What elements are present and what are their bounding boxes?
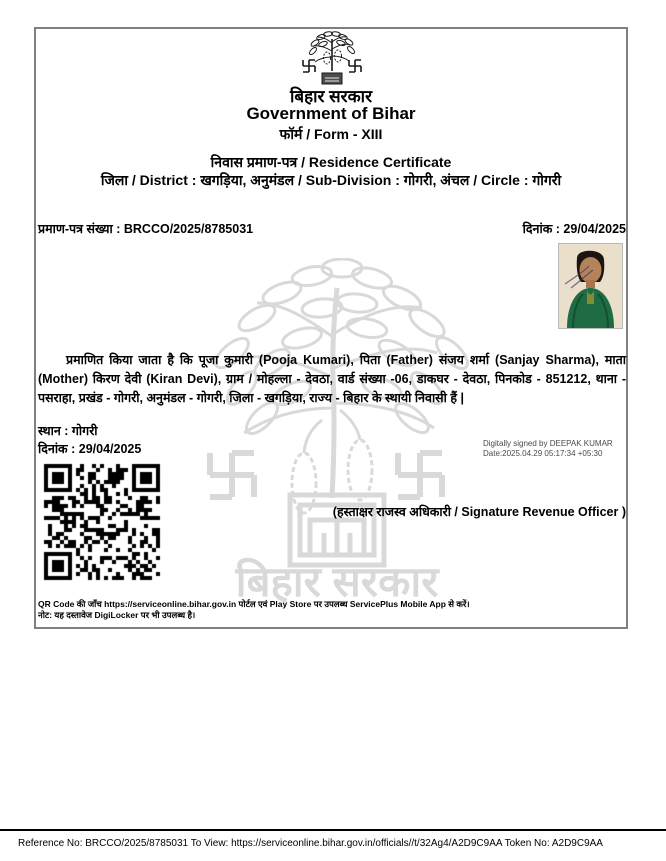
qr-note-line1: QR Code की जाँच https://serviceonline.bihar.gov.in पोर्टल एवं Play Store पर उपलब्ध ServicePlus Mobile App से करें। xyxy=(38,599,470,609)
certificate-number: प्रमाण-पत्र संख्या : BRCCO/2025/8785031 xyxy=(38,222,254,236)
qr-code xyxy=(39,459,166,586)
date-line: दिनांक : 29/04/2025 xyxy=(38,442,142,456)
revenue-officer-signature-label: (हस्ताक्षर राजस्व अधिकारी / Signature Revenue Officer ) xyxy=(332,505,626,519)
form-number: फॉर्म / Form - XIII xyxy=(279,126,383,142)
qr-note-line2: नोट: यह दस्तावेज DigiLocker पर भी उपलब्ध है। xyxy=(38,610,196,620)
watermark-text: बिहार सरकार xyxy=(235,558,439,603)
applicant-photo xyxy=(558,243,623,329)
footer-reference-text: Reference No: BRCCO/2025/8785031 To View: https://serviceonline.bihar.gov.in/officials//t/32Ag4/A2D9C9AA Token No: A2D9C9AA xyxy=(18,838,603,849)
issue-date: दिनांक : 29/04/2025 xyxy=(522,222,626,236)
district-subdivision-circle-line: जिला / District : खगड़िया, अनुमंडल / Sub-Division : गोगरी, अंचल / Circle : गोगरी xyxy=(100,172,562,188)
org-name-hindi: बिहार सरकार xyxy=(289,87,373,106)
qr-verification-notes xyxy=(38,599,598,621)
certificate-body-text: प्रमाणित किया जाता है कि पूजा कुमारी (Pooja Kumari), पिता (Father) संजय शर्मा (Sanjay Sharma), माता (Mother) किरण देवी (Kiran Devi), ग्राम / मोहल्ला - देवठा, वार्ड संख्या -06, डाकघर - देवठा, पिनकोड - 851212, थाना - पसराहा, प्रखंड - गोगरी, अनुमंडल - गोगरी, जिला - खगड़िया, राज्य - बिहार के स्थायी निवासी हैं | xyxy=(38,353,626,405)
org-name-english: Government of Bihar xyxy=(246,104,416,123)
place-line: स्थान : गोगरी xyxy=(38,424,98,438)
bihar-emblem-logo xyxy=(301,31,363,87)
footer-divider xyxy=(0,829,666,831)
digital-signature-block xyxy=(483,439,633,459)
digital-signature-signer: Digitally signed by DEEPAK KUMAR xyxy=(483,439,613,448)
digital-signature-date: Date:2025.04.29 05:17:34 +05:30 xyxy=(483,449,603,458)
certificate-title: निवास प्रमाण-पत्र / Residence Certificate xyxy=(210,154,452,170)
meta-row xyxy=(38,220,626,237)
